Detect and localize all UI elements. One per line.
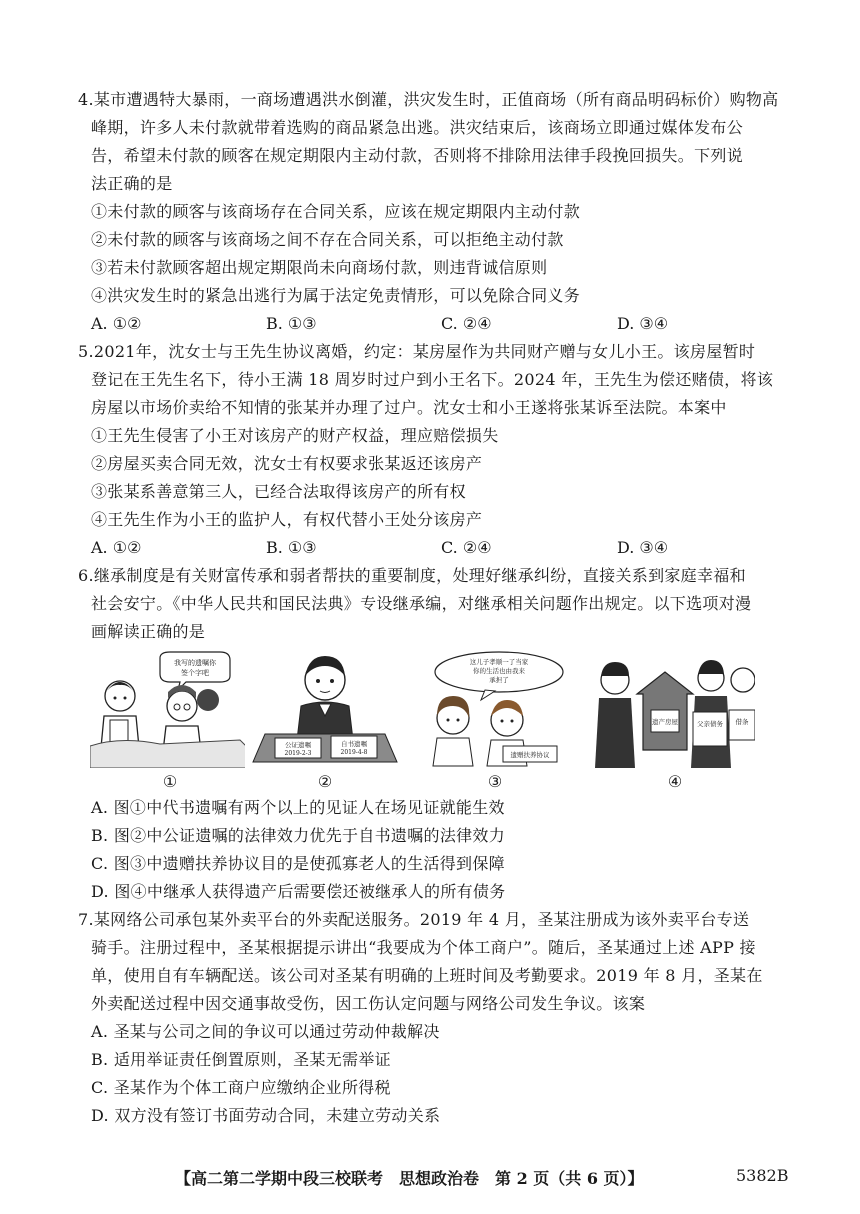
option-b[interactable]: B. ①③	[266, 538, 317, 557]
cartoon-2-illustration	[245, 650, 405, 768]
option-a[interactable]: A. ①②	[91, 314, 142, 333]
question-7-stem-line: 单，使用自有车辆配送。该公司对圣某有明确的上班时间及考勤要求。2019 年 8 月，圣某在	[91, 966, 763, 985]
cartoon-2-holographic-will-text: 自书遗嘱	[341, 740, 367, 748]
cartoon-3-bubble-text: 这儿子孝顺一了当家	[469, 658, 529, 666]
cartoon-panel-4	[595, 650, 755, 791]
cartoon-1-bubble-text: 我写的遗嘱你	[174, 659, 216, 667]
cartoon-2-label: ②	[317, 772, 333, 791]
cartoon-panel-2	[245, 650, 405, 791]
question-6-option-c[interactable]: C. 图③中遗赠扶养协议目的是使孤寡老人的生活得到保障	[91, 854, 505, 873]
question-5-stem-line: 5.2021年，沈女士与王先生协议离婚，约定：某房屋作为共同财产赠与女儿小王。该房屋暂时	[78, 342, 756, 361]
question-4-statement: ④洪灾发生时的紧急出逃行为属于法定免责情形，可以免除合同义务	[91, 286, 581, 305]
cartoon-2-notarized-will-text: 公证遗嘱	[285, 741, 311, 749]
question-4-stem-line: 4.某市遭遇特大暴雨，一商场遭遇洪水倒灌，洪灾发生时，正值商场（所有商品明码标价）购物高	[78, 90, 779, 109]
cartoon-1-bubble-text: 签个字吧	[181, 669, 209, 677]
question-4-statement: ①未付款的顾客与该商场存在合同关系，应该在规定期限内主动付款	[91, 202, 581, 221]
question-6-stem-line: 6.继承制度是有关财富传承和弱者帮扶的重要制度，处理好继承纠纷，直接关系到家庭幸福和	[78, 566, 746, 585]
question-7-option-d[interactable]: D. 双方没有签订书面劳动合同，未建立劳动关系	[91, 1106, 441, 1125]
question-4-stem-line: 告，希望未付款的顾客在规定期限内主动付款，否则将不排除用法律手段挽回损失。下列说	[91, 146, 744, 165]
cartoon-4-debt-text: 父亲债务	[697, 720, 723, 728]
question-7-option-b[interactable]: B. 适用举证责任倒置原则，圣某无需举证	[91, 1050, 391, 1069]
question-6-stem-line: 画解读正确的是	[91, 622, 206, 641]
question-7-option-c[interactable]: C. 圣某作为个体工商户应缴纳企业所得税	[91, 1078, 391, 1097]
cartoon-2-date-text: 2019-4-8	[340, 749, 368, 756]
question-6-stem-line: 社会安宁。《中华人民共和国民法典》专设继承编，对继承相关问题作出规定。以下选项对漫	[91, 594, 752, 613]
question-5-statement: ②房屋买卖合同无效，沈女士有权要求张某返还该房产	[91, 454, 483, 473]
question-4-statement: ③若未付款顾客超出规定期限尚未向商场付款，则违背诚信原则	[91, 258, 548, 277]
question-6-option-d[interactable]: D. 图④中继承人获得遗产后需要偿还被继承人的所有债务	[91, 882, 506, 901]
cartoon-1-illustration	[90, 650, 250, 768]
question-5-statement: ③张某系善意第三人，已经合法取得该房产的所有权	[91, 482, 466, 501]
footer-title: 【高二第二学期中段三校联考 思想政治卷 第 2 页（共 6 页）】	[175, 1169, 644, 1188]
question-5-options	[91, 538, 791, 558]
cartoon-2-date-text: 2019-2-3	[284, 750, 312, 757]
cartoon-3-illustration	[415, 650, 575, 768]
question-5-stem-line: 房屋以市场价卖给不知情的张某并办理了过户。沈女士和小王遂将张某诉至法院。本案中	[91, 398, 727, 417]
option-c[interactable]: C. ②④	[441, 314, 492, 333]
cartoon-strip	[90, 650, 780, 792]
cartoon-panel-3	[415, 650, 575, 791]
question-4-options	[91, 314, 791, 334]
option-d[interactable]: D. ③④	[617, 314, 669, 333]
cartoon-4-iou-text: 借条	[735, 718, 749, 726]
question-5-stem-line: 登记在王先生名下，待小王满 18 周岁时过户到小王名下。2024 年，王先生为偿还赌债，将该	[91, 370, 774, 389]
question-7-stem-line: 外卖配送过程中因交通事故受伤，因工伤认定问题与网络公司发生争议。该案	[91, 994, 646, 1013]
question-4-statement: ②未付款的顾客与该商场之间不存在合同关系，可以拒绝主动付款	[91, 230, 564, 249]
cartoon-3-label: ③	[487, 772, 503, 791]
question-7-stem-line: 骑手。注册过程中，圣某根据提示讲出“我要成为个体工商户”。随后，圣某通过上述 APP 接	[91, 938, 756, 957]
option-a[interactable]: A. ①②	[91, 538, 142, 557]
option-d[interactable]: D. ③④	[617, 538, 669, 557]
question-7-stem-line: 7.某网络公司承包某外卖平台的外卖配送服务。2019 年 4 月，圣某注册成为该外卖平台专送	[78, 910, 750, 929]
cartoon-4-house-text: 遗产房屋	[652, 718, 678, 726]
question-7-option-a[interactable]: A. 圣某与公司之间的争议可以通过劳动仲裁解决	[91, 1022, 440, 1041]
cartoon-1-label: ①	[162, 772, 178, 791]
cartoon-4-label: ④	[667, 772, 683, 791]
option-b[interactable]: B. ①③	[266, 314, 317, 333]
question-6-option-b[interactable]: B. 图②中公证遗嘱的法律效力优先于自书遗嘱的法律效力	[91, 826, 506, 845]
cartoon-4-illustration	[595, 650, 755, 768]
footer-code: 5382B	[736, 1166, 789, 1185]
cartoon-3-bubble-text: 承担了	[489, 676, 509, 684]
question-5-statement: ④王先生作为小王的监护人，有权代替小王处分该房产	[91, 510, 483, 529]
page-footer	[0, 1166, 860, 1190]
cartoon-panel-1	[90, 650, 250, 791]
question-4-stem-line: 峰期，许多人未付款就带着选购的商品紧急出逃。洪灾结束后，该商场立即通过媒体发布公	[91, 118, 744, 137]
question-5-statement: ①王先生侵害了小王对该房产的财产权益，理应赔偿损失	[91, 426, 499, 445]
question-4-stem-line: 法正确的是	[91, 174, 173, 193]
question-6-option-a[interactable]: A. 图①中代书遗嘱有两个以上的见证人在场见证就能生效	[91, 798, 505, 817]
option-c[interactable]: C. ②④	[441, 538, 492, 557]
cartoon-3-agreement-text: 遗赠扶养协议	[510, 751, 550, 759]
cartoon-3-bubble-text: 你的生活也由我来	[473, 667, 525, 675]
